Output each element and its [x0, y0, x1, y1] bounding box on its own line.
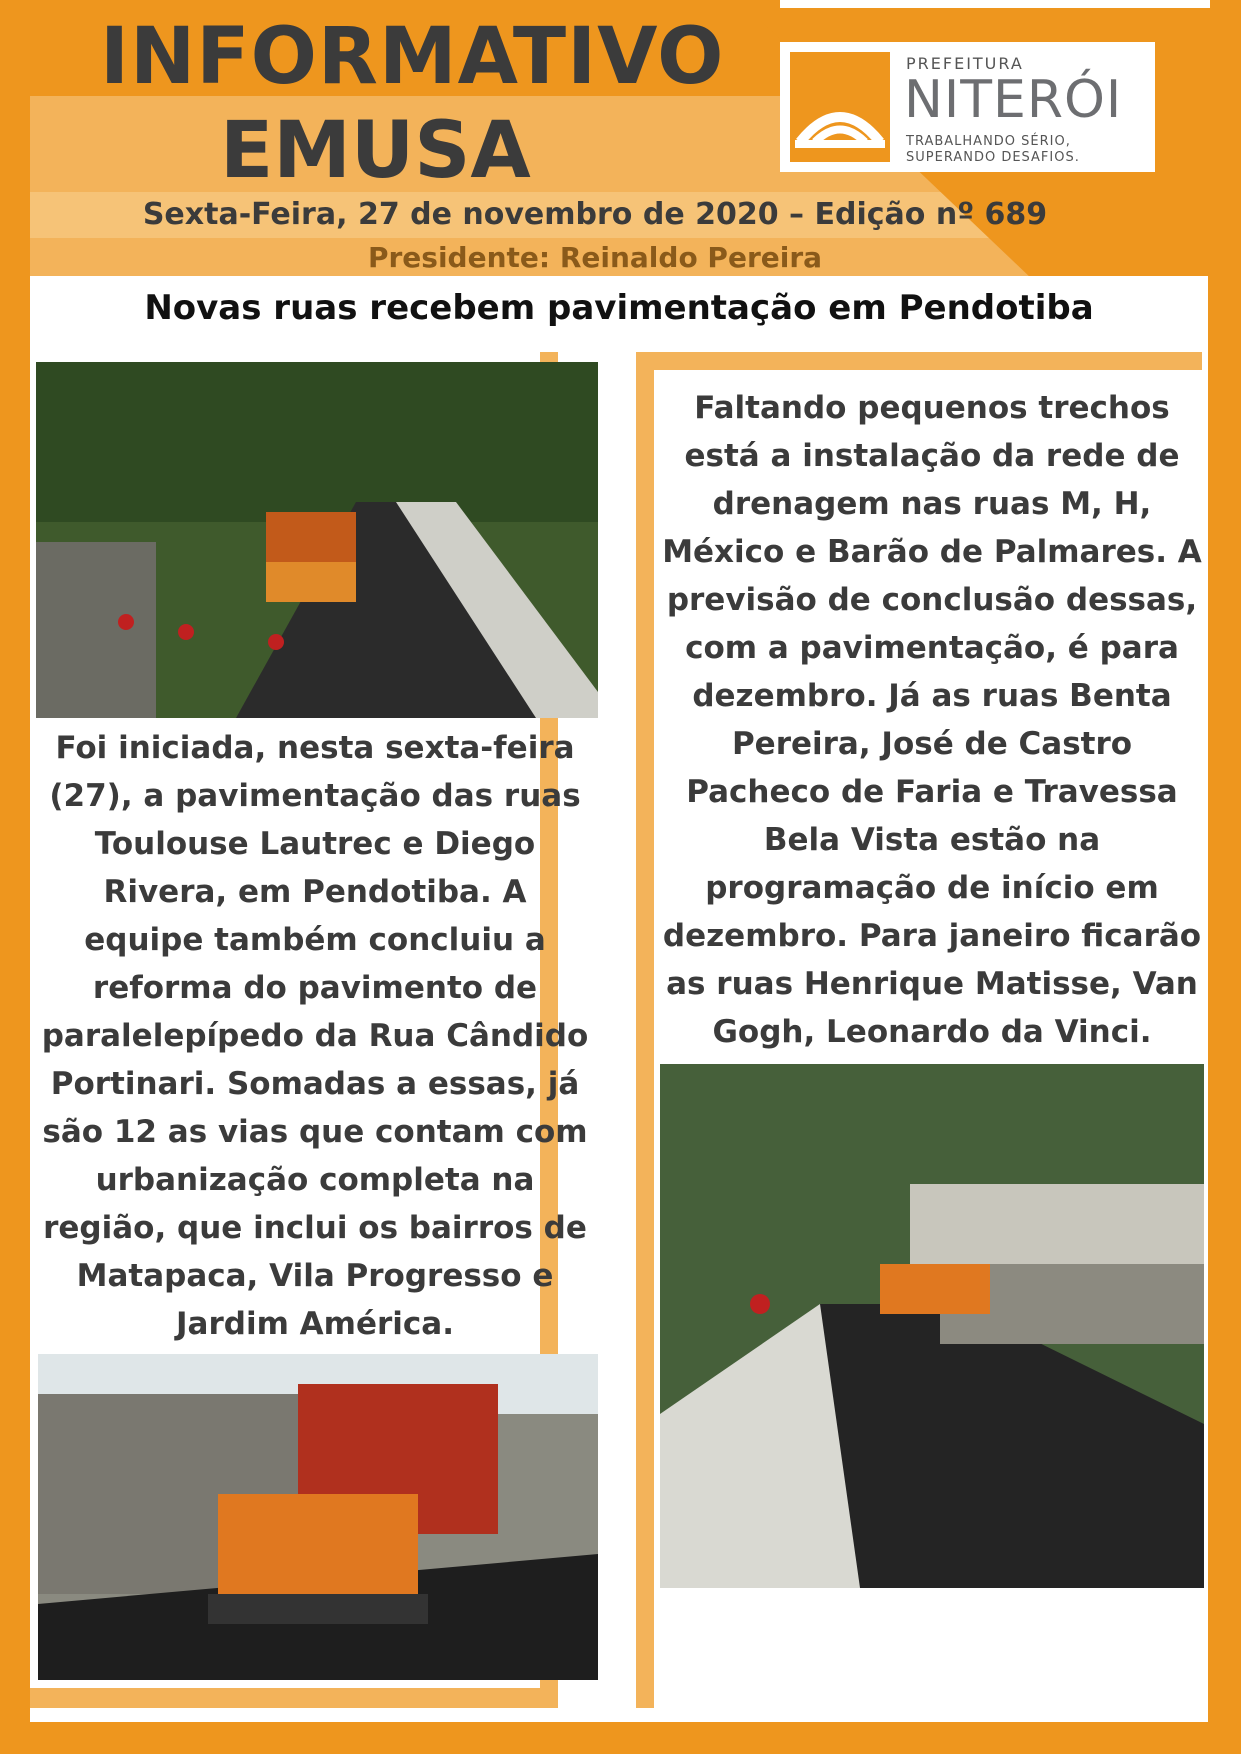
- niteroi-logo-icon: [790, 52, 890, 162]
- logo-tagline-1: TRABALHANDO SÉRIO,: [906, 134, 1071, 149]
- president-name: Presidente: Reinaldo Pereira: [367, 241, 823, 274]
- edition-date: Sexta-Feira, 27 de novembro de 2020 – Edição nº 689: [142, 197, 1048, 232]
- right-column-bar-top: [636, 352, 1202, 370]
- logo-prefeitura-text: PREFEITURA: [906, 54, 1024, 73]
- article-headline: Novas ruas recebem pavimentação em Pendotiba: [144, 288, 1094, 328]
- newsletter-title: INFORMATIVO: [100, 12, 725, 102]
- credit-edition: Edição: Viviane Biteti: [676, 1612, 941, 1637]
- logo-tagline-2: SUPERANDO DESAFIOS.: [906, 150, 1080, 165]
- top-white-strip: [780, 0, 1210, 8]
- article-left-text: Foi iniciada, nesta sexta-feira (27), a pavimentação das ruas Toulouse Lautrec e Diego Rivera, em Pendotiba. A equipe também concluiu a reforma do pavimento de paralelepípedo da Rua Cândido Portinari. Somadas a essas, já são 12 as vias que contam com urbanização completa na região, que inclui os bairros de Matapaca, Vila Progresso e Jardim América.: [41, 730, 589, 1342]
- article-right-text: Faltando pequenos trechos está a instalação da rede de drenagem nas ruas M, H, México e Barão de Palmares. A previsão de conclusão dessas, com a pavimentação, é para dezembro. Já as ruas Benta Pereira, José de Castro Pacheco de Faria e Travessa Bela Vista estão na programação de início em dezembro. Para janeiro ficarão as ruas Henrique Matisse, Van Gogh, Leonardo da Vinci.: [662, 390, 1202, 1050]
- photo-paver-truck: [38, 1354, 598, 1680]
- right-column-bar-left: [636, 352, 654, 1708]
- newsletter-title-2: EMUSA: [220, 106, 531, 196]
- left-column-bar-bottom: [30, 1688, 558, 1708]
- photo-paving-crew: [36, 362, 598, 718]
- logo-tagline: [906, 134, 1080, 166]
- logo-city-text: NITERÓI: [904, 70, 1123, 130]
- photo-new-pavement: [660, 1064, 1204, 1588]
- credit-writing: Redação: Ana Claudia Mesquita e Brenda Talon: [676, 1674, 1187, 1724]
